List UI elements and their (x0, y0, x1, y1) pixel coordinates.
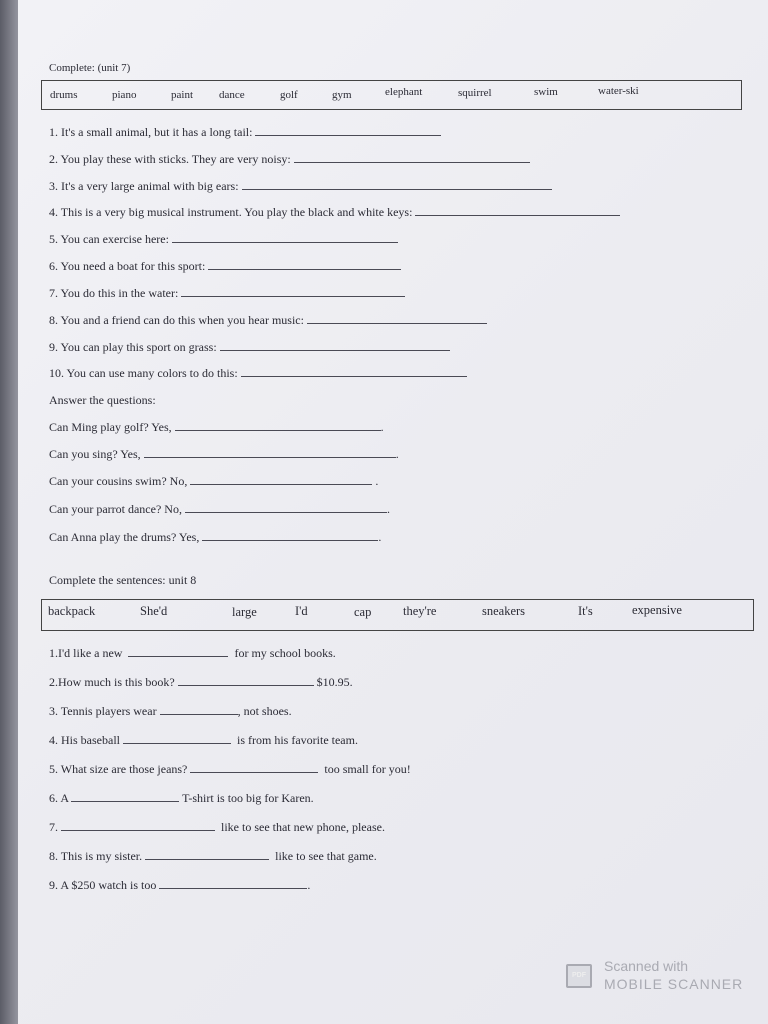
answer-blank (307, 313, 487, 324)
question-item: Can you sing? Yes, . (49, 447, 399, 461)
sentence-item: 3. Tennis players wear , not shoes. (49, 704, 292, 718)
word-bank-item: elephant (385, 86, 423, 98)
word-bank-item: backpack (48, 604, 96, 618)
answer-blank (178, 675, 314, 686)
word-bank-item: cap (354, 605, 372, 619)
answer-blank (71, 791, 179, 802)
answer-blank (159, 878, 307, 889)
answer-blank (123, 733, 231, 744)
word-bank-item: expensive (632, 603, 682, 617)
answer-blank (202, 530, 378, 541)
answer-blank (181, 286, 405, 297)
answer-blank (241, 366, 467, 377)
answer-blank (185, 502, 387, 513)
question-item: 3. It's a very large animal with big ears: (49, 179, 552, 194)
answer-blank (415, 205, 620, 216)
pdf-logo-icon: PDF (566, 964, 592, 988)
question-item: Can Ming play golf? Yes, . (49, 420, 384, 434)
word-bank-item: large (232, 605, 257, 619)
word-bank-item: water-ski (598, 85, 639, 97)
watermark-line2: MOBILE SCANNER (604, 976, 744, 992)
question-item: 5. You can exercise here: (49, 232, 398, 247)
word-bank-item: golf (280, 89, 298, 101)
answer-blank (208, 259, 401, 270)
question-item: Can your cousins swim? No, . (49, 474, 379, 488)
word-bank-item: they're (403, 604, 437, 618)
word-bank-item: She'd (140, 604, 168, 618)
answer-section-heading: Answer the questions: (49, 393, 156, 407)
answer-blank (175, 420, 381, 431)
sentence-item: 8. This is my sister. like to see that game. (49, 849, 377, 863)
unit7-heading: Complete: (unit 7) (49, 62, 131, 74)
answer-blank (190, 474, 372, 485)
question-item: 7. You do this in the water: (49, 286, 405, 301)
sentence-item: 9. A $250 watch is too . (49, 878, 311, 892)
answer-blank (242, 179, 552, 190)
question-item: 9. You can play this sport on grass: (49, 340, 450, 355)
answer-blank (294, 152, 530, 163)
word-bank-item: dance (219, 89, 245, 101)
word-bank-item: I'd (295, 604, 308, 618)
answer-blank (172, 232, 398, 243)
answer-blank (190, 762, 318, 773)
answer-blank (128, 646, 228, 657)
word-bank-item: squirrel (458, 87, 492, 99)
question-item: 2. You play these with sticks. They are very noisy: (49, 152, 530, 167)
word-bank-item: gym (332, 89, 352, 101)
sentence-item: 6. A T-shirt is too big for Karen. (49, 791, 314, 805)
word-bank-item: sneakers (482, 604, 526, 618)
question-item: Can your parrot dance? No, . (49, 502, 390, 516)
sentence-item: 1.I'd like a new for my school books. (49, 646, 336, 660)
word-bank-item: paint (171, 89, 193, 101)
answer-blank (61, 820, 215, 831)
answer-blank (145, 849, 269, 860)
sentence-item: 4. His baseball is from his favorite team. (49, 733, 358, 747)
sentence-item: 2.How much is this book? $10.95. (49, 675, 353, 689)
question-item: 6. You need a boat for this sport: (49, 259, 401, 274)
answer-blank (255, 125, 441, 136)
word-bank-item: drums (50, 89, 78, 101)
answer-blank (220, 340, 450, 351)
unit7-word-bank (41, 80, 742, 110)
unit8-heading: Complete the sentences: unit 8 (49, 573, 197, 587)
answer-blank (144, 447, 396, 458)
word-bank-item: swim (534, 86, 558, 98)
sentence-item: 5. What size are those jeans? too small for you! (49, 762, 411, 776)
question-item: 10. You can use many colors to do this: (49, 366, 467, 381)
word-bank-item: It's (578, 604, 593, 618)
question-item: 4. This is a very big musical instrument. You play the black and white keys: (49, 205, 620, 220)
unit8-word-bank (41, 599, 754, 631)
question-item: 8. You and a friend can do this when you hear music: (49, 313, 487, 328)
word-bank-item: piano (112, 89, 137, 101)
question-item: 1. It's a small animal, but it has a long tail: (49, 125, 441, 140)
answer-blank (160, 704, 238, 715)
sentence-item: 7. like to see that new phone, please. (49, 820, 385, 834)
question-item: Can Anna play the drums? Yes, . (49, 530, 382, 544)
watermark-line1: Scanned with (604, 958, 689, 974)
